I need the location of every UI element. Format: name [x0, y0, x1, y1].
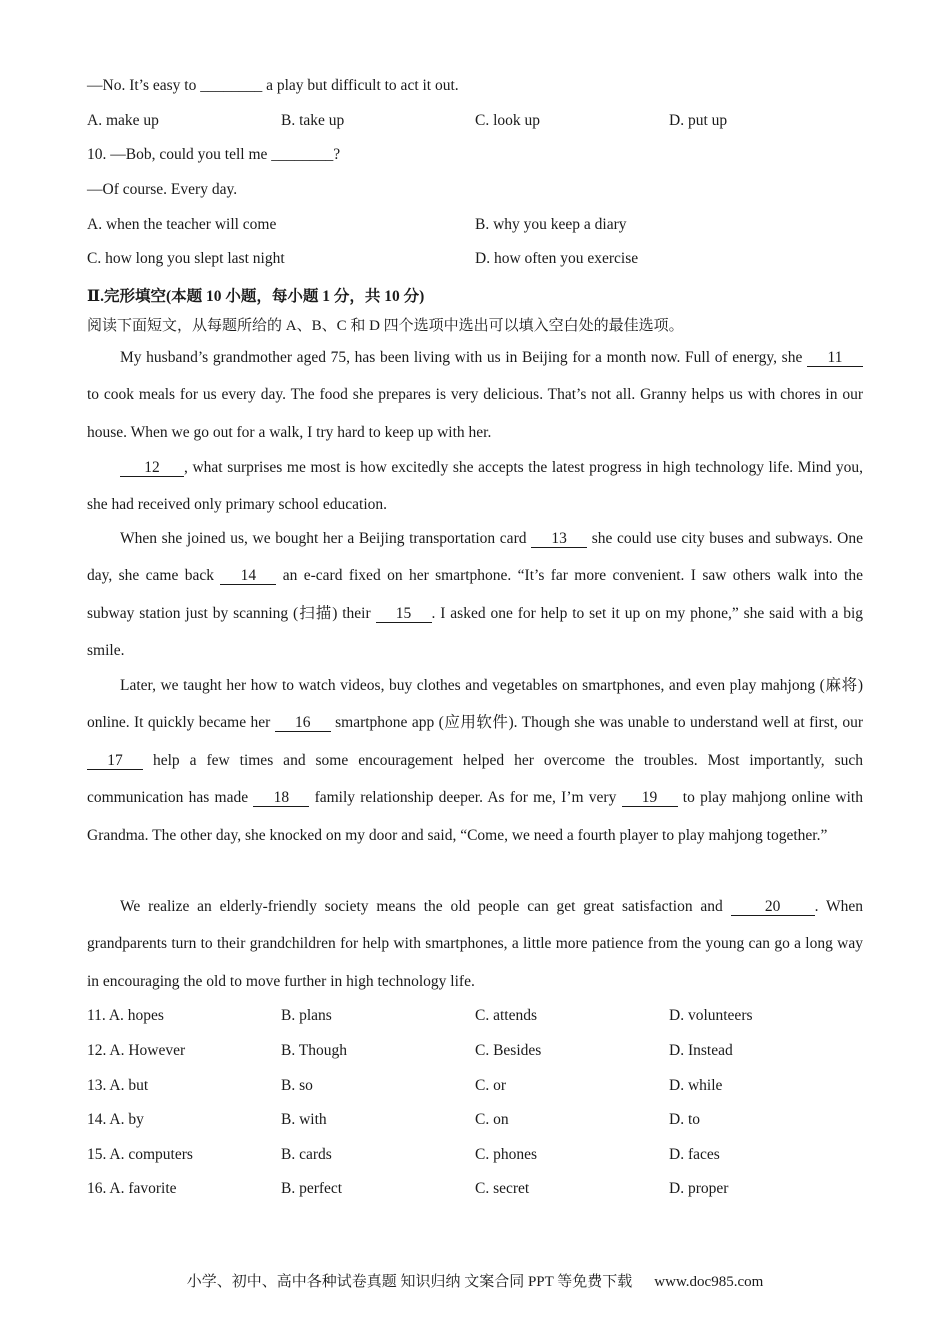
- p2-text: , what surprises me most is how excitedly she accepts the latest progress in high technology life. Mind you, she had received only primary school education.: [87, 459, 863, 514]
- footer-url-link[interactable]: www.doc985.com: [654, 1274, 764, 1290]
- blank-13: 13: [531, 530, 587, 548]
- q10-option-a: A. when the teacher will come: [87, 216, 277, 233]
- p3-text-a: When she joined us, we bought her a Beijing transportation card: [120, 530, 532, 547]
- blank-14: 14: [220, 567, 276, 585]
- q9-option-a: A. make up: [87, 112, 159, 129]
- q9-option-c: C. look up: [475, 112, 541, 129]
- section-title: Ⅱ.完形填空(本题 10 小题，每小题 1 分，共 10 分): [87, 288, 425, 305]
- passage-paragraph-4: [87, 667, 863, 854]
- blank-19: 19: [622, 789, 678, 807]
- q14-option-b: B. with: [281, 1111, 327, 1128]
- q9-option-d: D. put up: [669, 112, 728, 129]
- q9-text-end: a play but difficult to act it out.: [262, 77, 459, 94]
- q10-answer: —Of course. Every day.: [87, 181, 238, 198]
- q16-option-c: C. secret: [475, 1180, 530, 1197]
- passage-paragraph-1: [87, 339, 863, 451]
- p3-text-b: she could use city buses and subways. One day, she came back: [87, 530, 863, 585]
- q16-option-d: D. proper: [669, 1180, 729, 1197]
- p4-text-d: family relationship deeper. As for me, I’m very: [309, 789, 622, 807]
- q11-option-b: B. plans: [281, 1007, 332, 1024]
- q15-option-a: 15. A. computers: [87, 1146, 193, 1163]
- blank-16: 16: [275, 714, 331, 732]
- blank-11: 11: [807, 349, 863, 367]
- p4-text-a: Later, we taught her how to watch videos, buy clothes and vegetables on smartphones, and even play mahjong (麻将) online. It quickly became her: [87, 677, 863, 732]
- q9-text-start: —No. It’s easy to: [87, 77, 201, 94]
- q11-option-a: 11. A. hopes: [87, 1007, 164, 1024]
- p4-text-b: smartphone app (应用软件). Though she was unable to understand well at first, our: [330, 714, 863, 732]
- q11-option-c: C. attends: [475, 1007, 537, 1024]
- p3-text-c: an e-card fixed on her smartphone. “It’s far more convenient. I saw others walk into the subway station just by scanning (扫描) their: [87, 567, 863, 622]
- blank-17: 17: [87, 752, 143, 770]
- blank-18: 18: [253, 789, 309, 807]
- q10-question: [87, 146, 340, 164]
- q12-option-d: D. Instead: [669, 1042, 733, 1059]
- q16-option-a: 16. A. favorite: [87, 1180, 177, 1197]
- q13-option-a: 13. A. but: [87, 1077, 149, 1094]
- passage-paragraph-5: [87, 888, 863, 1000]
- p5-text-b: . When grandparents turn to their grandchildren for help with smartphones, a little more patience from the young can go a long way in encouraging the old to move further in high technology life.: [87, 898, 863, 990]
- footer-text: 小学、初中、高中各种试卷真题 知识归纳 文案合同 PPT 等免费下载: [186, 1274, 633, 1290]
- q12-option-a: 12. A. However: [87, 1042, 186, 1059]
- q15-option-b: B. cards: [281, 1146, 332, 1163]
- q10-option-c: C. how long you slept last night: [87, 250, 285, 267]
- q14-option-c: C. on: [475, 1111, 509, 1128]
- q9-answer-line: [87, 77, 459, 95]
- q10-option-b: B. why you keep a diary: [475, 216, 627, 233]
- blank-15: 15: [376, 605, 432, 623]
- q15-option-d: D. faces: [669, 1146, 720, 1163]
- q13-option-c: C. or: [475, 1077, 506, 1094]
- p5-text-a: We realize an elderly-friendly society means the old people can get great satisfaction and: [120, 898, 731, 915]
- q9-option-b: B. take up: [281, 112, 345, 129]
- p1-text-b: to cook meals for us every day. The food she prepares is very delicious. That’s not all. Granny helps us with chores in our house. When we go out for a walk, I try hard to keep up with her.: [87, 386, 863, 441]
- q10-text-end: ?: [333, 146, 341, 163]
- q13-option-d: D. while: [669, 1077, 723, 1094]
- blank-20: 20: [731, 898, 815, 916]
- q12-option-b: B. Though: [281, 1042, 348, 1059]
- p4-text-e: to play mahjong online with Grandma. The other day, she knocked on my door and said, “Come, we need a fourth player to play mahjong together.”: [87, 789, 863, 844]
- p3-text-d: . I asked one for help to set it up on my phone,” she said with a big smile.: [87, 604, 864, 660]
- q13-option-b: B. so: [281, 1077, 313, 1094]
- q15-option-c: C. phones: [475, 1146, 537, 1163]
- q12-option-c: C. Besides: [475, 1042, 542, 1059]
- passage-paragraph-3: [87, 520, 863, 670]
- q10-blank: ________: [271, 146, 334, 163]
- q11-option-d: D. volunteers: [669, 1007, 753, 1024]
- passage-paragraph-2: [87, 449, 863, 524]
- q14-option-a: 14. A. by: [87, 1111, 144, 1128]
- p4-text-c: help a few times and some encouragement helped her overcome the troubles. Most importantly, such communication has made: [87, 751, 863, 807]
- q9-blank: ________: [200, 77, 263, 94]
- q14-option-d: D. to: [669, 1111, 700, 1128]
- page-footer: [0, 1270, 950, 1291]
- blank-12: 12: [120, 459, 184, 477]
- q16-option-b: B. perfect: [281, 1180, 343, 1197]
- p1-text-a: My husband’s grandmother aged 75, has been living with us in Beijing for a month now. Full of energy, she: [120, 349, 807, 366]
- section-instruction: 阅读下面短文，从每题所给的 A、B、C 和 D 四个选项中选出可以填入空白处的最佳选项。: [87, 318, 684, 334]
- q10-text-start: 10. —Bob, could you tell me: [87, 146, 272, 163]
- q10-option-d: D. how often you exercise: [475, 250, 639, 267]
